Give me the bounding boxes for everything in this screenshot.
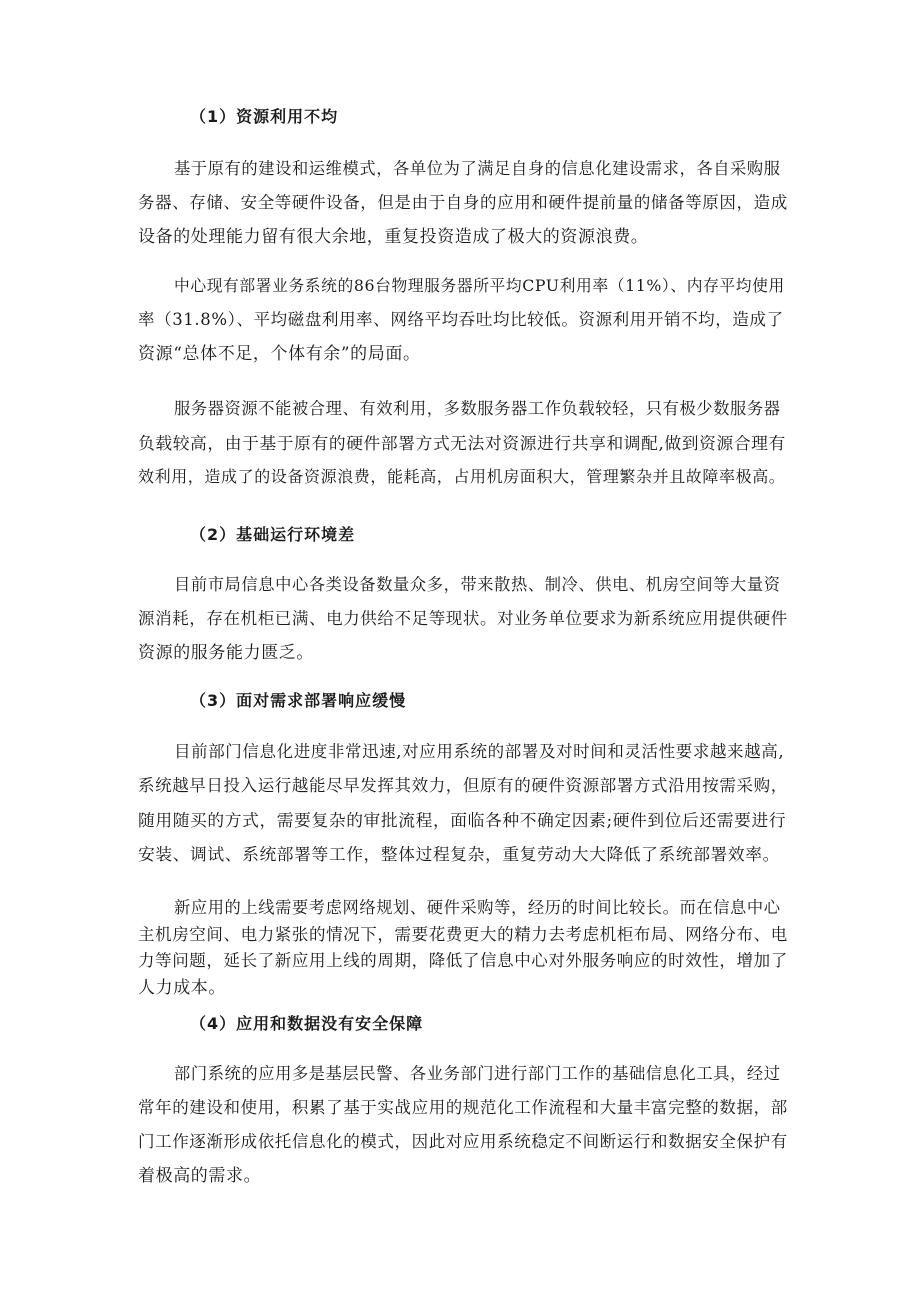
- paragraph-line: 安装、调试、系统部署等工作，整体过程复杂，重复劳动大大降低了系统部署效率。: [138, 844, 780, 864]
- paragraph-line: 人力成本。: [138, 977, 226, 998]
- paragraph-line: 基于原有的建设和运维模式，各单位为了满足自身的信息化建设需求，各自采购服: [174, 159, 781, 178]
- paragraph-1-2: [138, 269, 788, 371]
- paragraph-line: 门工作逐渐形成依托信息化的模式，因此对应用系统稳定不间断运行和数据安全保护有: [138, 1132, 788, 1151]
- paragraph-line: 务器、存储、安全等硬件设备，但是由于自身的应用和硬件提前量的储备等原因，造成: [138, 193, 788, 212]
- paragraph-line: 力等问题，延长了新应用上线的周期，降低了信息中心对外服务响应的时效性，增加了: [138, 951, 788, 970]
- paragraph-3-1: [138, 735, 788, 871]
- paragraph-line: 目前市局信息中心各类设备数量众多，带来散热、制冷、供电、机房空间等大量资: [174, 575, 781, 594]
- section-heading-1: （1）资源利用不均: [190, 107, 339, 126]
- section-heading-2: （2）基础运行环境差: [190, 525, 356, 544]
- paragraph-line: 着极高的需求。: [138, 1166, 262, 1186]
- paragraph-1-1: [138, 152, 788, 254]
- paragraph-line: 源消耗，存在机柜已满、电力供给不足等现状。对业务单位要求为新系统应用提供硬件: [138, 609, 788, 628]
- section-heading-4: （4）应用和数据没有安全保障: [190, 1014, 424, 1033]
- paragraph-line: 系统越早日投入运行越能尽早发挥其效力，但原有的硬件资源部署方式沿用按需采购，: [138, 776, 788, 795]
- paragraph-line: 常年的建设和使用，积累了基于实战应用的规范化工作流程和大量丰富完整的数据，部: [138, 1098, 788, 1117]
- paragraph-3-2: [138, 895, 788, 1001]
- paragraph-line: 负载较高，由于基于原有的硬件部署方式无法对资源进行共享和调配,做到资源合理有: [138, 433, 786, 453]
- section-heading-3: （3）面对需求部署响应缓慢: [190, 691, 407, 710]
- paragraph-line: 主机房空间、电力紧张的情况下，需要花费更大的精力去考虑机柜布局、网络分布、电: [138, 924, 788, 944]
- paragraph-line: 效利用，造成了的设备资源浪费，能耗高，占用机房面积大，管理繁杂并且故障率极高。: [138, 467, 786, 486]
- paragraph-line: 服务器资源不能被合理、有效利用，多数服务器工作负载较轻，只有极少数服务器: [174, 399, 781, 418]
- paragraph-line: 随用随买的方式，需要复杂的审批流程，面临各种不确定因素;硬件到位后还需要进行: [138, 810, 787, 830]
- paragraph-line: 资源“总体不足，个体有余”的局面。: [138, 344, 421, 364]
- paragraph-line: 新应用的上线需要考虑网络规划、硬件采购等，经历的时间比较长。而在信息中心: [174, 898, 781, 917]
- paragraph-line: 率（31.8%）、平均磁盘利用率、网络平均吞吐均比较低。资源利用开销不均，造成了: [138, 310, 784, 329]
- paragraph-line: 资源的服务能力匮乏。: [138, 643, 314, 663]
- paragraph-line: 部门系统的应用多是基层民警、各业务部门进行部门工作的基础信息化工具，经过: [174, 1064, 781, 1083]
- paragraph-line: 设备的处理能力留有很大余地，重复投资造成了极大的资源浪费。: [138, 227, 649, 247]
- paragraph-1-3: [138, 392, 788, 494]
- paragraph-2-1: [138, 568, 788, 670]
- paragraph-4-1: [138, 1057, 788, 1193]
- paragraph-line: 目前部门信息化进度非常迅速,对应用系统的部署及对时间和灵活性要求越来越高,: [174, 742, 785, 761]
- paragraph-line: 中心现有部署业务系统的86台物理服务器所平均CPU利用率（11%）、内存平均使用: [174, 276, 785, 295]
